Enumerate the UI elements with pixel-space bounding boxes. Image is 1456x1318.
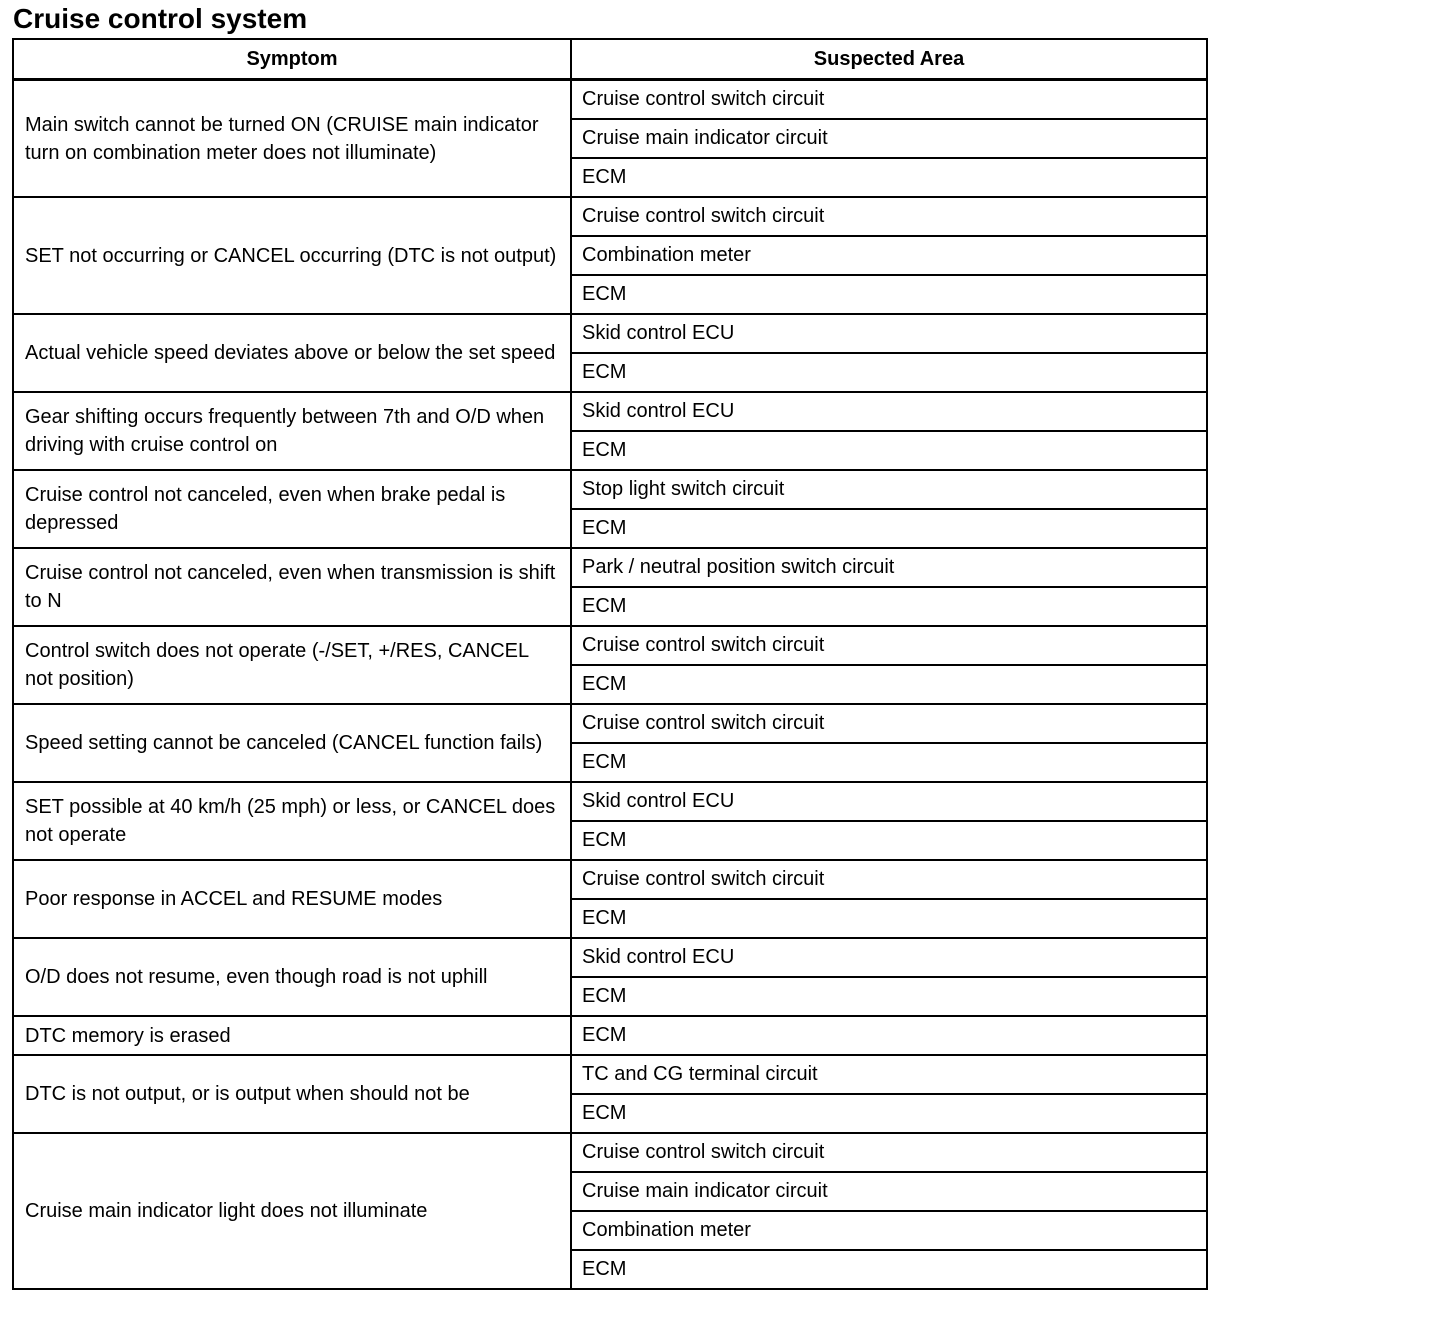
suspected-area-cell: ECM [571,431,1207,470]
suspected-area-cell: Cruise control switch circuit [571,197,1207,236]
problem-symptoms-table [12,38,1208,1290]
symptom-cell: DTC is not output, or is output when should not be [13,1055,571,1133]
column-header-suspected-area: Suspected Area [571,39,1207,80]
suspected-area-cell: ECM [571,1250,1207,1289]
table-row [13,626,1207,665]
symptom-cell: Poor response in ACCEL and RESUME modes [13,860,571,938]
table-row [13,470,1207,509]
column-header-symptom: Symptom [13,39,571,80]
suspected-area-cell: Cruise main indicator circuit [571,119,1207,158]
suspected-area-cell: Cruise control switch circuit [571,80,1207,120]
table-row [13,314,1207,353]
suspected-area-cell: ECM [571,743,1207,782]
suspected-area-cell: ECM [571,353,1207,392]
suspected-area-cell: ECM [571,509,1207,548]
suspected-area-cell: Combination meter [571,236,1207,275]
suspected-area-cell: Skid control ECU [571,938,1207,977]
table-row [13,860,1207,899]
symptom-cell: O/D does not resume, even though road is not uphill [13,938,571,1016]
suspected-area-cell: ECM [571,158,1207,197]
suspected-area-cell: ECM [571,899,1207,938]
suspected-area-cell: ECM [571,1094,1207,1133]
symptom-cell: Main switch cannot be turned ON (CRUISE main indicator turn on combination meter does not illuminate) [13,80,571,198]
symptom-cell: SET possible at 40 km/h (25 mph) or less, or CANCEL does not operate [13,782,571,860]
table-row [13,938,1207,977]
suspected-area-cell: TC and CG terminal circuit [571,1055,1207,1094]
suspected-area-cell: Skid control ECU [571,392,1207,431]
symptom-cell: Cruise main indicator light does not illuminate [13,1133,571,1289]
suspected-area-cell: ECM [571,977,1207,1016]
table-row [13,1133,1207,1172]
suspected-area-cell: ECM [571,587,1207,626]
suspected-area-cell: Cruise control switch circuit [571,860,1207,899]
suspected-area-cell: ECM [571,275,1207,314]
table-row [13,1055,1207,1094]
page-title: Cruise control system [13,3,308,34]
suspected-area-cell: Park / neutral position switch circuit [571,548,1207,587]
table-row [13,1016,1207,1055]
symptom-cell: Actual vehicle speed deviates above or below the set speed [13,314,571,392]
table-header-row [13,39,1207,80]
table-row [13,782,1207,821]
suspected-area-cell: ECM [571,665,1207,704]
table-row [13,80,1207,120]
symptom-cell: Cruise control not canceled, even when transmission is shift to N [13,548,571,626]
symptom-cell: SET not occurring or CANCEL occurring (DTC is not output) [13,197,571,314]
suspected-area-cell: ECM [571,821,1207,860]
symptom-cell: Speed setting cannot be canceled (CANCEL function fails) [13,704,571,782]
suspected-area-cell: Cruise control switch circuit [571,1133,1207,1172]
table-row [13,197,1207,236]
suspected-area-cell: Combination meter [571,1211,1207,1250]
table-row [13,704,1207,743]
symptom-cell: Gear shifting occurs frequently between 7th and O/D when driving with cruise control on [13,392,571,470]
suspected-area-cell: Cruise main indicator circuit [571,1172,1207,1211]
suspected-area-cell: Skid control ECU [571,314,1207,353]
table-row [13,548,1207,587]
suspected-area-cell: ECM [571,1016,1207,1055]
suspected-area-cell: Stop light switch circuit [571,470,1207,509]
table-row [13,392,1207,431]
symptom-cell: Cruise control not canceled, even when brake pedal is depressed [13,470,571,548]
symptom-cell: Control switch does not operate (-/SET, +/RES, CANCEL not position) [13,626,571,704]
symptom-cell: DTC memory is erased [13,1016,571,1055]
suspected-area-cell: Skid control ECU [571,782,1207,821]
suspected-area-cell: Cruise control switch circuit [571,626,1207,665]
suspected-area-cell: Cruise control switch circuit [571,704,1207,743]
table-body [13,80,1207,1290]
